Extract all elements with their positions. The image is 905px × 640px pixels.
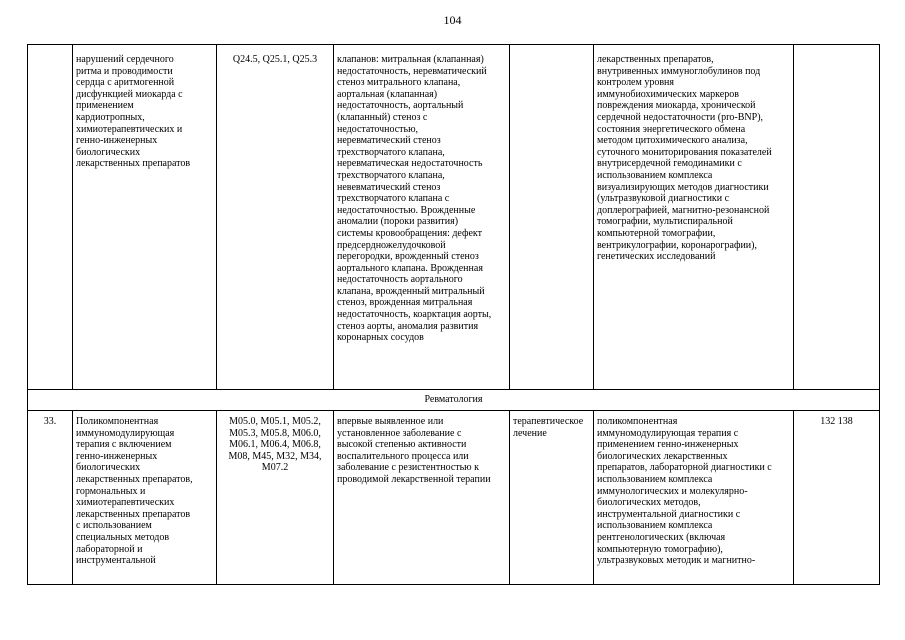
cell-method: поликомпонентная иммуномодулирующая терапия с применением генно-инженерных биологических лекарственных препаратов, лабораторной диагностики с использованием комплекса иммунологических и молекулярно- биологических методов, инструментальной диагностики с использованием комплекса рентгенологических (включая компьютерную томографию), ультразвуковых методик и магнитно- xyxy=(594,411,794,585)
cell-patient-model: впервые выявленное или установленное заболевание с высокой степенью активности воспалительного процесса или заболевание с резистентностью к проводимой лекарственной терапии xyxy=(334,411,510,585)
cell-cost xyxy=(794,45,880,390)
cell-treatment-type xyxy=(510,45,594,390)
cell-codes: M05.0, M05.1, M05.2, M05.3, M05.8, M06.0, M06.1, M06.4, M06.8, M08, M45, M32, M34, M07.2 xyxy=(217,411,334,585)
table-row-33 xyxy=(28,411,880,585)
table-row-continued xyxy=(28,45,880,390)
page-number: 104 xyxy=(443,13,462,27)
cell-name: нарушений сердечного ритма и проводимости сердца с аритмогенной дисфункцией миокарда с применением кардиотропных, химиотерапевтических и генно-инженерных биологических лекарственных препаратов xyxy=(73,45,217,390)
cell-cost: 132 138 xyxy=(794,411,880,585)
cell-number: 33. xyxy=(28,411,73,585)
cell-number xyxy=(28,45,73,390)
cell-patient-model: клапанов: митральная (клапанная) недостаточность, неревматический стеноз митрального клапана, аортальная (клапанная) недостаточность, аортальный (клапанный) стеноз с недостаточностью, неревматический стеноз трехстворчатого клапана, неревматическая недостаточность трехстворчатого клапана, невевматический стеноз трехстворчатого клапана с недостаточностью. Врожденные аномалии (пороки развития) системы кровообращения: дефект предсердножелудочковой перегородки, врожденный стеноз аортального клапана. Врожденная недостаточность аортального клапана, врожденный митральный стеноз, врожденная митральная недостаточность, коарктация аорты, стеноз аорты, аномалия развития коронарных сосудов xyxy=(334,45,510,390)
section-row xyxy=(28,390,880,411)
services-table xyxy=(27,44,880,585)
cell-method: лекарственных препаратов, внутривенных иммуноглобулинов под контролем уровня иммунобиохимических маркеров повреждения миокарда, хронической сердечной недостаточности (pro-BNP), состояния энергетического обмена методом цитохимического анализа, суточного мониторирования показателей внутрисердечной гемодинамики с использованием комплекса визуализирующих методов диагностики (ультразвуковой диагностики с доплерографией, магнитно-резонансной томографии, мультиспиральной компьютерной томографии, вентрикулографии, коронарографии), генетических исследований xyxy=(594,45,794,390)
cell-codes: Q24.5, Q25.1, Q25.3 xyxy=(217,45,334,390)
cell-name: Поликомпонентная иммуномодулирующая терапия с включением генно-инженерных биологических лекарственных препаратов, гормональных и химиотерапевтических лекарственных препаратов с использованием специальных методов лабораторной и инструментальной xyxy=(73,411,217,585)
section-title: Ревматология xyxy=(28,390,880,411)
cell-treatment-type: терапевтическое лечение xyxy=(510,411,594,585)
